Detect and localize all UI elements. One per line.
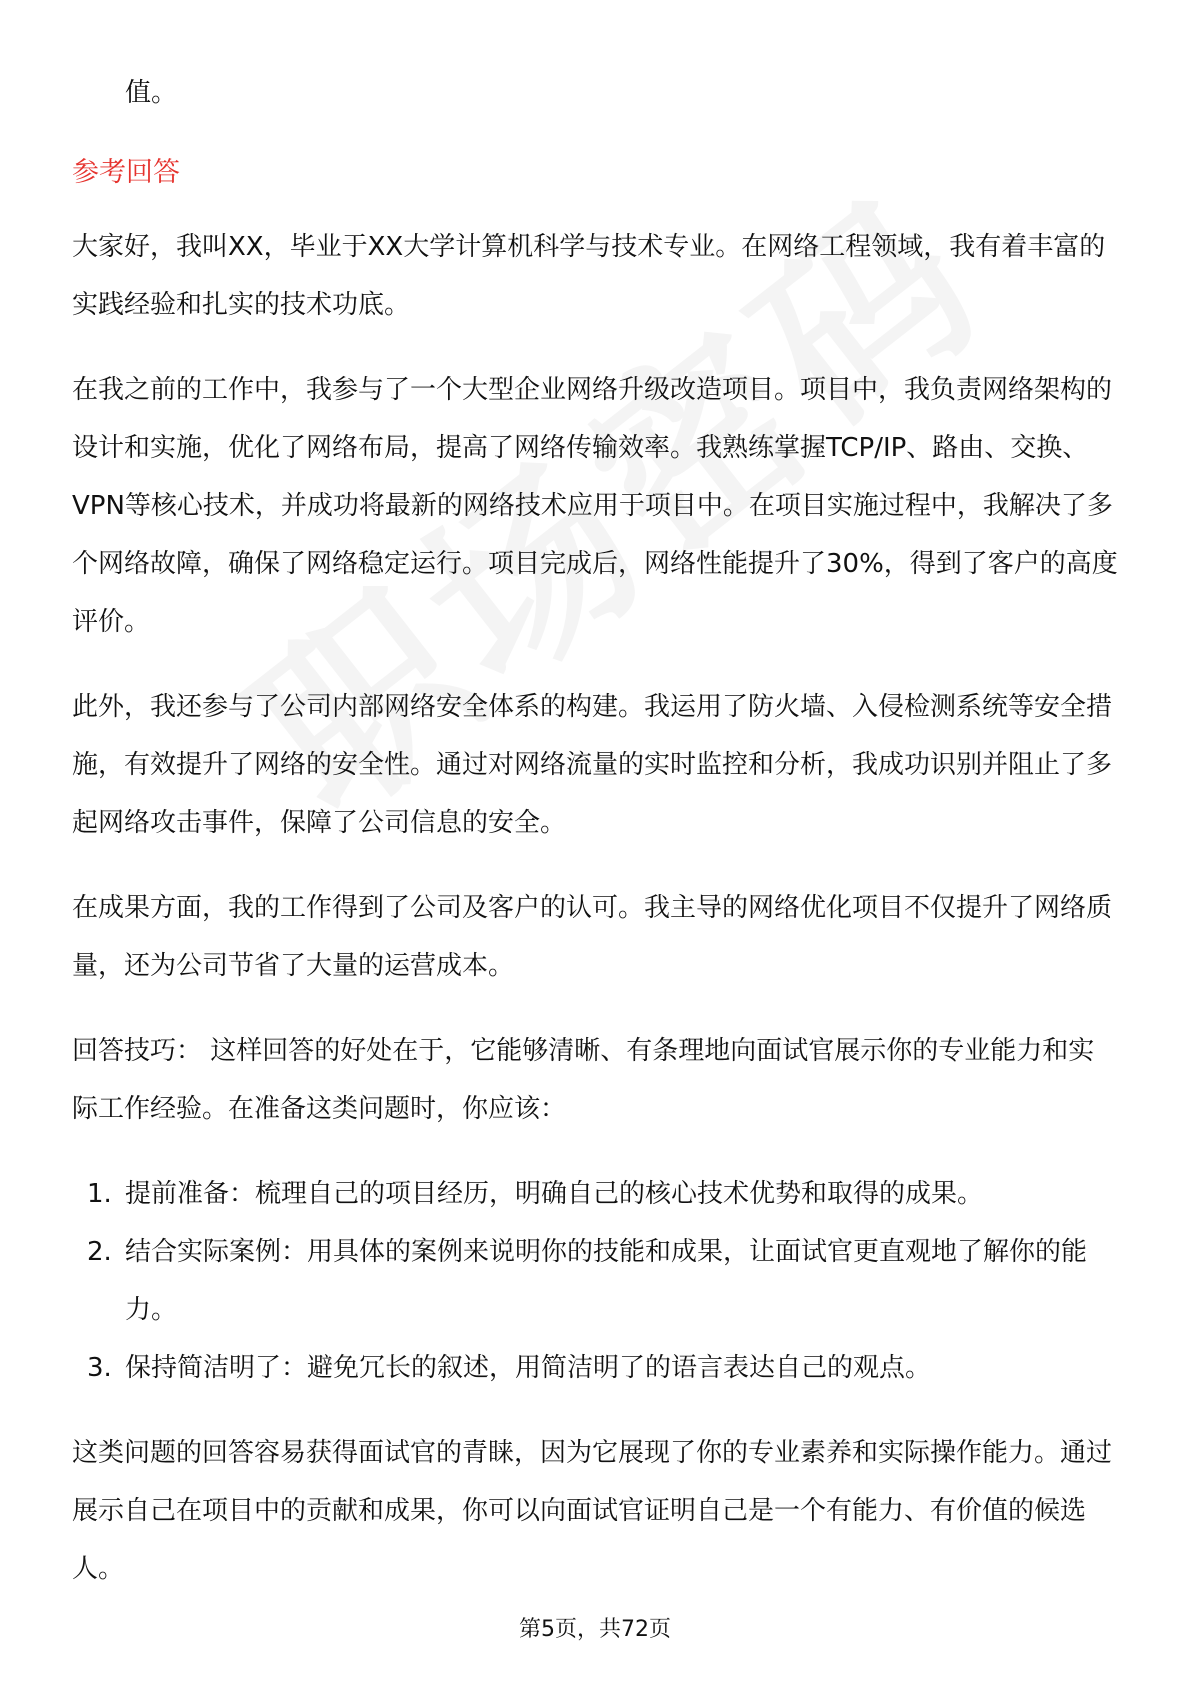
section-heading: 参考回答 xyxy=(72,157,180,188)
paragraph-tips-intro: 回答技巧： 这样回答的好处在于，它能够清晰、有条理地向面试官展示你的专业能力和实际工作经验。在准备这类问题时，你应该： xyxy=(72,1036,1095,1124)
list-item xyxy=(72,1339,1120,1397)
paragraph-intro: 大家好，我叫XX，毕业于XX大学计算机科学与技术专业。在网络工程领域，我有着丰富的实践经验和扎实的技术功底。 xyxy=(72,232,1106,320)
paragraph-security: 此外，我还参与了公司内部网络安全体系的构建。我运用了防火墙、入侵检测系统等安全措施，有效提升了网络的安全性。通过对网络流量的实时监控和分析，我成功识别并阻止了多起网络攻击事件，保障了公司信息的安全。 xyxy=(72,692,1113,838)
list-item-number: 1. xyxy=(87,1179,112,1209)
list-item-number: 3. xyxy=(87,1353,112,1383)
paragraph-project: 在我之前的工作中，我参与了一个大型企业网络升级改造项目。项目中，我负责网络架构的设计和实施，优化了网络布局，提高了网络传输效率。我熟练掌握TCP/IP、路由、交换、VPN等核心技术，并成功将最新的网络技术应用于项目中。在项目实施过程中，我解决了多个网络故障，确保了网络稳定运行。项目完成后，网络性能提升了30%，得到了客户的高度评价。 xyxy=(72,375,1118,637)
continuation-text: 值。 xyxy=(125,78,178,108)
list-item-text: 结合实际案例：用具体的案例来说明你的技能和成果，让面试官更直观地了解你的能力。 xyxy=(125,1237,1088,1325)
paragraph-results: 在成果方面，我的工作得到了公司及客户的认可。我主导的网络优化项目不仅提升了网络质量，还为公司节省了大量的运营成本。 xyxy=(72,893,1113,981)
tips-list xyxy=(72,1165,1120,1397)
list-item-number: 2. xyxy=(87,1237,112,1267)
page-content xyxy=(72,64,1120,1625)
paragraph-closing: 这类问题的回答容易获得面试官的青睐，因为它展现了你的专业素养和实际操作能力。通过展示自己在项目中的贡献和成果，你可以向面试官证明自己是一个有能力、有价值的候选人。 xyxy=(72,1438,1113,1584)
list-item-text: 提前准备：梳理自己的项目经历，明确自己的核心技术优势和取得的成果。 xyxy=(125,1179,984,1209)
list-item xyxy=(72,1223,1120,1339)
page-footer: 第5页，共72页 xyxy=(519,1617,671,1642)
list-item-text: 保持简洁明了：避免冗长的叙述，用简洁明了的语言表达自己的观点。 xyxy=(125,1353,932,1383)
list-item xyxy=(72,1165,1120,1223)
